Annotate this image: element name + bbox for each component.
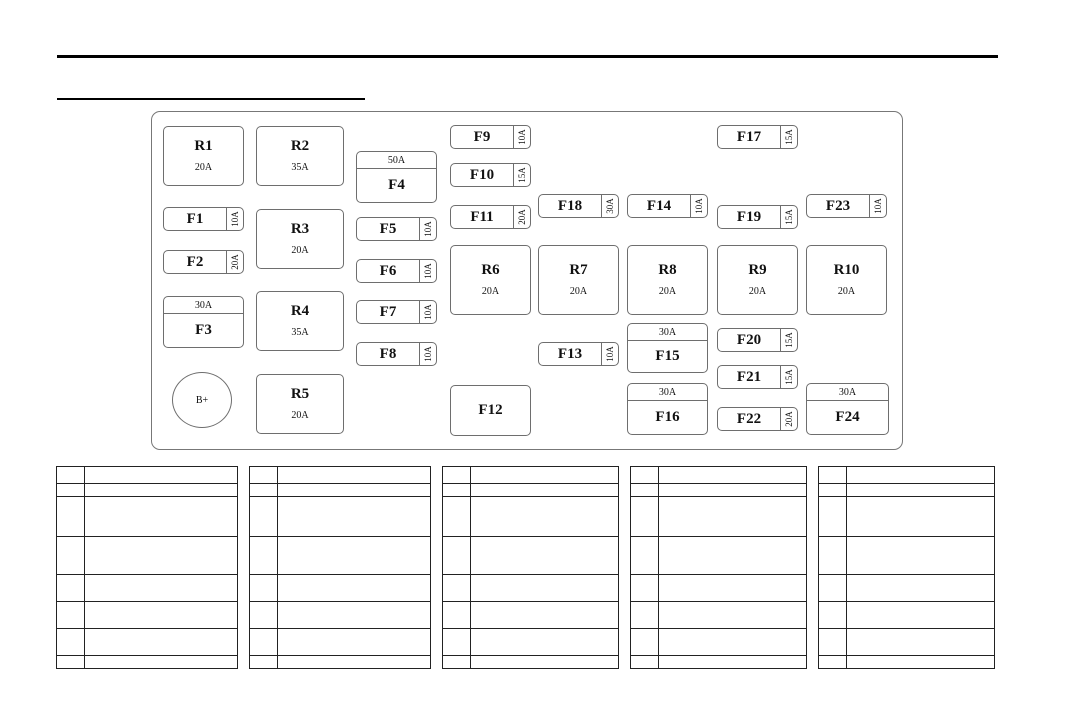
relay-rating: 35A [291, 162, 309, 173]
relay-r3 [256, 209, 344, 269]
fuse-f24 [806, 383, 889, 435]
relay-name: R1 [194, 138, 213, 154]
fuse-f19 [717, 205, 798, 229]
fuse-name: F15 [655, 348, 680, 364]
fuse-name: F1 [186, 210, 204, 227]
fuse-f4 [356, 151, 437, 203]
table-row [57, 467, 995, 484]
fuse-name: F24 [835, 409, 860, 425]
fuse-name: F23 [825, 197, 851, 214]
fuse-rating: 10A [873, 198, 883, 214]
fuse-name: F2 [186, 253, 204, 270]
fuse-f21 [717, 365, 798, 389]
fuse-name: F9 [473, 128, 491, 145]
fuse-rating: 10A [423, 346, 433, 362]
fuse-rating: 10A [423, 304, 433, 320]
relay-name: R9 [748, 262, 767, 278]
table-row [57, 656, 995, 669]
relay-name: R6 [481, 262, 500, 278]
fuse-f16 [627, 383, 708, 435]
fuse-rating: 30A [807, 384, 888, 401]
battery-terminal [172, 372, 232, 428]
fuse-rating: 15A [784, 369, 794, 385]
relay-r5 [256, 374, 344, 434]
relay-r4 [256, 291, 344, 351]
fuse-f3 [163, 296, 244, 348]
fuse-rating: 10A [605, 346, 615, 362]
fuse-f8 [356, 342, 437, 366]
relay-rating: 20A [837, 286, 856, 297]
fuse-rating: 20A [517, 209, 527, 225]
table-row [57, 497, 995, 537]
fuse-f17 [717, 125, 798, 149]
table-row [57, 484, 995, 497]
fuse-f13 [538, 342, 619, 366]
fuse-name: F7 [379, 303, 397, 320]
fuse-rating: 15A [784, 332, 794, 348]
fuse-name: F5 [379, 220, 397, 237]
fuse-rating: 15A [784, 209, 794, 225]
fuse-name: F21 [736, 368, 762, 385]
fuse-f15 [627, 323, 708, 373]
relay-rating: 20A [291, 410, 309, 421]
fuse-f7 [356, 300, 437, 324]
fuse-f14 [627, 194, 708, 218]
fuse-rating: 15A [517, 167, 527, 183]
fuse-f2 [163, 250, 244, 274]
section-title-underline [57, 98, 365, 100]
fuse-name: F11 [470, 208, 494, 225]
table-row [57, 602, 995, 629]
relay-rating: 20A [194, 162, 213, 173]
fuse-f23 [806, 194, 887, 218]
fuse-name: F17 [736, 128, 762, 145]
legend-table [56, 466, 995, 669]
fuse-rating: 10A [517, 129, 527, 145]
relay-name: R2 [290, 138, 310, 154]
fuse-f1 [163, 207, 244, 231]
relay-name: R5 [290, 386, 310, 402]
fuse-rating: 10A [694, 198, 704, 214]
relay-rating: 20A [658, 286, 677, 297]
table-row [57, 629, 995, 656]
fuse-rating: 50A [357, 152, 436, 169]
fuse-name: F3 [195, 322, 212, 338]
relay-name: R10 [833, 262, 860, 278]
fuse-f22 [717, 407, 798, 431]
fuse-name: F10 [469, 166, 495, 183]
relay-rating: 20A [569, 286, 588, 297]
fuse-name: F13 [557, 345, 583, 362]
fuse-rating: 30A [164, 297, 243, 314]
fuse-name: F12 [478, 402, 503, 418]
relay-rating: 35A [291, 327, 309, 338]
relay-r8 [627, 245, 708, 315]
fuse-name: F19 [736, 208, 762, 225]
relay-r6 [450, 245, 531, 315]
fuse-f11 [450, 205, 531, 229]
fuse-rating: 20A [784, 411, 794, 427]
fuse-rating: 10A [423, 221, 433, 237]
fuse-name: F20 [736, 331, 762, 348]
battery-terminal-label: B+ [195, 394, 209, 406]
fuse-f9 [450, 125, 531, 149]
relay-r10 [806, 245, 887, 315]
fuse-rating: 10A [230, 211, 240, 227]
relay-name: R7 [569, 262, 588, 278]
fuse-name: F8 [379, 345, 397, 362]
fuse-f10 [450, 163, 531, 187]
fuse-name: F22 [736, 410, 762, 427]
table-row [57, 575, 995, 602]
header-rule [57, 55, 998, 58]
relay-rating: 20A [481, 286, 500, 297]
relay-rating: 20A [291, 245, 309, 256]
table-row [57, 537, 995, 575]
fuse-f6 [356, 259, 437, 283]
fuse-f20 [717, 328, 798, 352]
fuse-rating: 20A [230, 254, 240, 270]
relay-r7 [538, 245, 619, 315]
relay-name: R3 [290, 221, 310, 237]
fuse-name: F18 [557, 197, 583, 214]
fuse-f12 [450, 385, 531, 436]
fuse-rating: 30A [628, 384, 707, 401]
fuse-rating: 15A [784, 129, 794, 145]
fuse-name: F16 [655, 409, 680, 425]
relay-rating: 20A [748, 286, 767, 297]
fuse-rating: 30A [628, 324, 707, 341]
fuse-name: F6 [379, 262, 397, 279]
relay-name: R8 [658, 262, 677, 278]
fuse-f18 [538, 194, 619, 218]
fuse-rating: 10A [423, 263, 433, 279]
relay-r9 [717, 245, 798, 315]
fuse-rating: 30A [605, 198, 615, 214]
fuse-name: F4 [388, 177, 405, 193]
relay-r2 [256, 126, 344, 186]
fuse-f5 [356, 217, 437, 241]
fuse-name: F14 [646, 197, 672, 214]
relay-name: R4 [290, 303, 310, 319]
relay-r1 [163, 126, 244, 186]
